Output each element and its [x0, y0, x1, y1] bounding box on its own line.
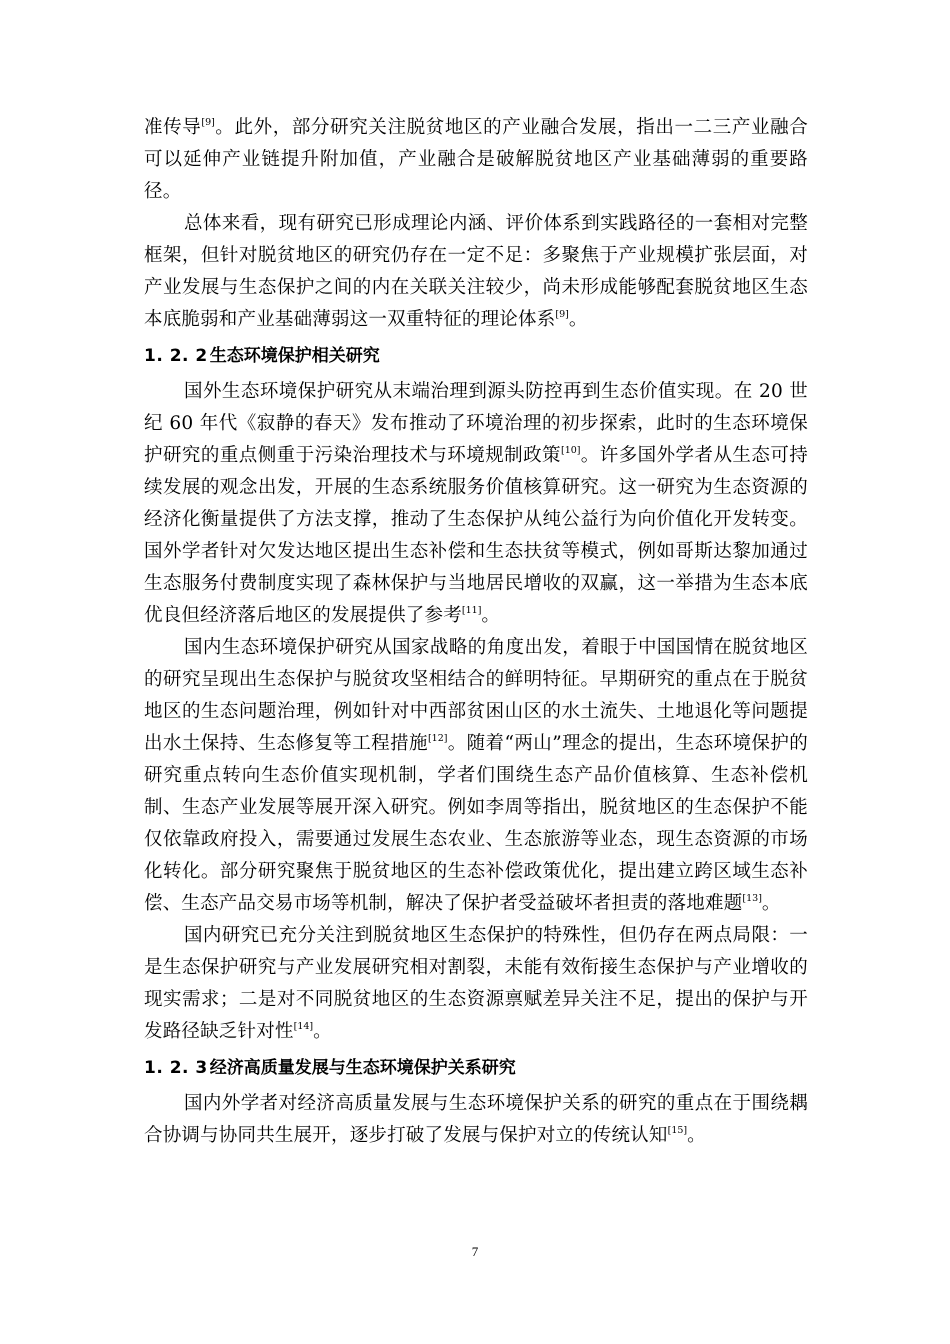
paragraph-text: 。 — [481, 605, 501, 626]
paragraph-text: 。此外，部分研究关注脱贫地区的产业融合发展，指出一二三产业融合可以延伸产业链提升附加值，产业融合是破解脱贫地区产业基础薄弱的重要路径。 — [144, 117, 808, 202]
section-title: 经济高质量发展与生态环境保护关系研究 — [209, 1058, 516, 1078]
paragraph-text: 国外生态环境保护研究从末端治理到源头防控再到生态价值实现。在 20 世纪 60 年代《寂静的春天》发布推动了环境治理的初步探索，此时的生态环境保护研究的重点侧重于污染治理技术与环境规制政策 — [144, 381, 808, 466]
paragraph-text: 国内外学者对经济高质量发展与生态环境保护关系的研究的重点在于围绕耦合协调与协同共生展开，逐步打破了发展与保护对立的传统认知 — [144, 1093, 808, 1146]
paragraph-text: 准传导 — [144, 117, 202, 138]
paragraph-2 — [144, 208, 808, 336]
paragraph-1 — [144, 112, 808, 208]
paragraph-text: 。 — [761, 893, 781, 914]
paragraph-5 — [144, 920, 808, 1048]
section-title: 生态环境保护相关研究 — [209, 346, 380, 366]
section-number: 1. 2. 2 — [144, 346, 208, 366]
page-number: 7 — [471, 1244, 479, 1259]
paragraph-text: 。 — [313, 1021, 332, 1042]
paragraph-text: 。许多国外学者从生态可持续发展的观念出发，开展的生态系统服务价值核算研究。这一研究为生态资源的经济化衡量提供了方法支撑，推动了生态保护从纯公益行为向价值化开发转变。国外学者针对欠发达地区提出生态补偿和生态扶贫等模式，例如哥斯达黎加通过生态服务付费制度实现了森林保护与当地居民增收的双赢，这一举措为生态本底优良但经济落后地区的发展提供了参考 — [144, 445, 808, 626]
paragraph-text: 国内研究已充分关注到脱贫地区生态保护的特殊性，但仍存在两点局限：一是生态保护研究与产业发展研究相对割裂，未能有效衔接生态保护与产业增收的现实需求；二是对不同脱贫地区的生态资源禀赋差异关注不足，提出的保护与开发路径缺乏针对性 — [144, 925, 808, 1042]
citation-marker: [12] — [427, 732, 448, 744]
paragraph-text: 总体来看，现有研究已形成理论内涵、评价体系到实践路径的一套相对完整框架，但针对脱贫地区的研究仍存在一定不足：多聚焦于产业规模扩张层面，对产业发展与生态保护之间的内在关联关注较少，尚未形成能够配套脱贫地区生态本底脆弱和产业基础薄弱这一双重特征的理论体系 — [144, 213, 808, 330]
citation-marker: [15] — [667, 1124, 688, 1136]
paragraph-text: 。 — [568, 309, 588, 330]
section-heading-1-2-2 — [144, 336, 808, 376]
section-heading-1-2-3 — [144, 1048, 808, 1088]
citation-marker: [11] — [461, 604, 482, 616]
paragraph-text: 。 — [687, 1125, 706, 1146]
section-number: 1. 2. 3 — [144, 1058, 208, 1078]
citation-marker: [9] — [201, 116, 215, 128]
paragraph-text: 。随着“两山”理念的提出，生态环境保护的研究重点转向生态价值实现机制，学者们围绕生态产品价值核算、生态补偿机制、生态产业发展等展开深入研究。例如李周等指出，脱贫地区的生态保护不能仅依靠政府投入，需要通过发展生态农业、生态旅游等业态，现生态资源的市场化转化。部分研究聚焦于脱贫地区的生态补偿政策优化，提出建立跨区域生态补偿、生态产品交易市场等机制，解决了保护者受益破坏者担责的落地难题 — [144, 733, 808, 914]
citation-marker: [14] — [293, 1020, 314, 1032]
paragraph-4 — [144, 632, 808, 920]
citation-marker: [10] — [561, 444, 581, 456]
citation-marker: [9] — [555, 308, 569, 320]
paragraph-text: 国内生态环境保护研究从国家战略的角度出发，着眼于中国国情在脱贫地区的研究呈现出生态保护与脱贫攻坚相结合的鲜明特征。早期研究的重点在于脱贫地区的生态问题治理，例如针对中西部贫困山区的水土流失、土地退化等问题提出水土保持、生态修复等工程措施 — [144, 637, 808, 754]
citation-marker: [13] — [742, 892, 762, 904]
document-body — [144, 112, 808, 1152]
paragraph-6 — [144, 1088, 808, 1152]
paragraph-3 — [144, 376, 808, 632]
